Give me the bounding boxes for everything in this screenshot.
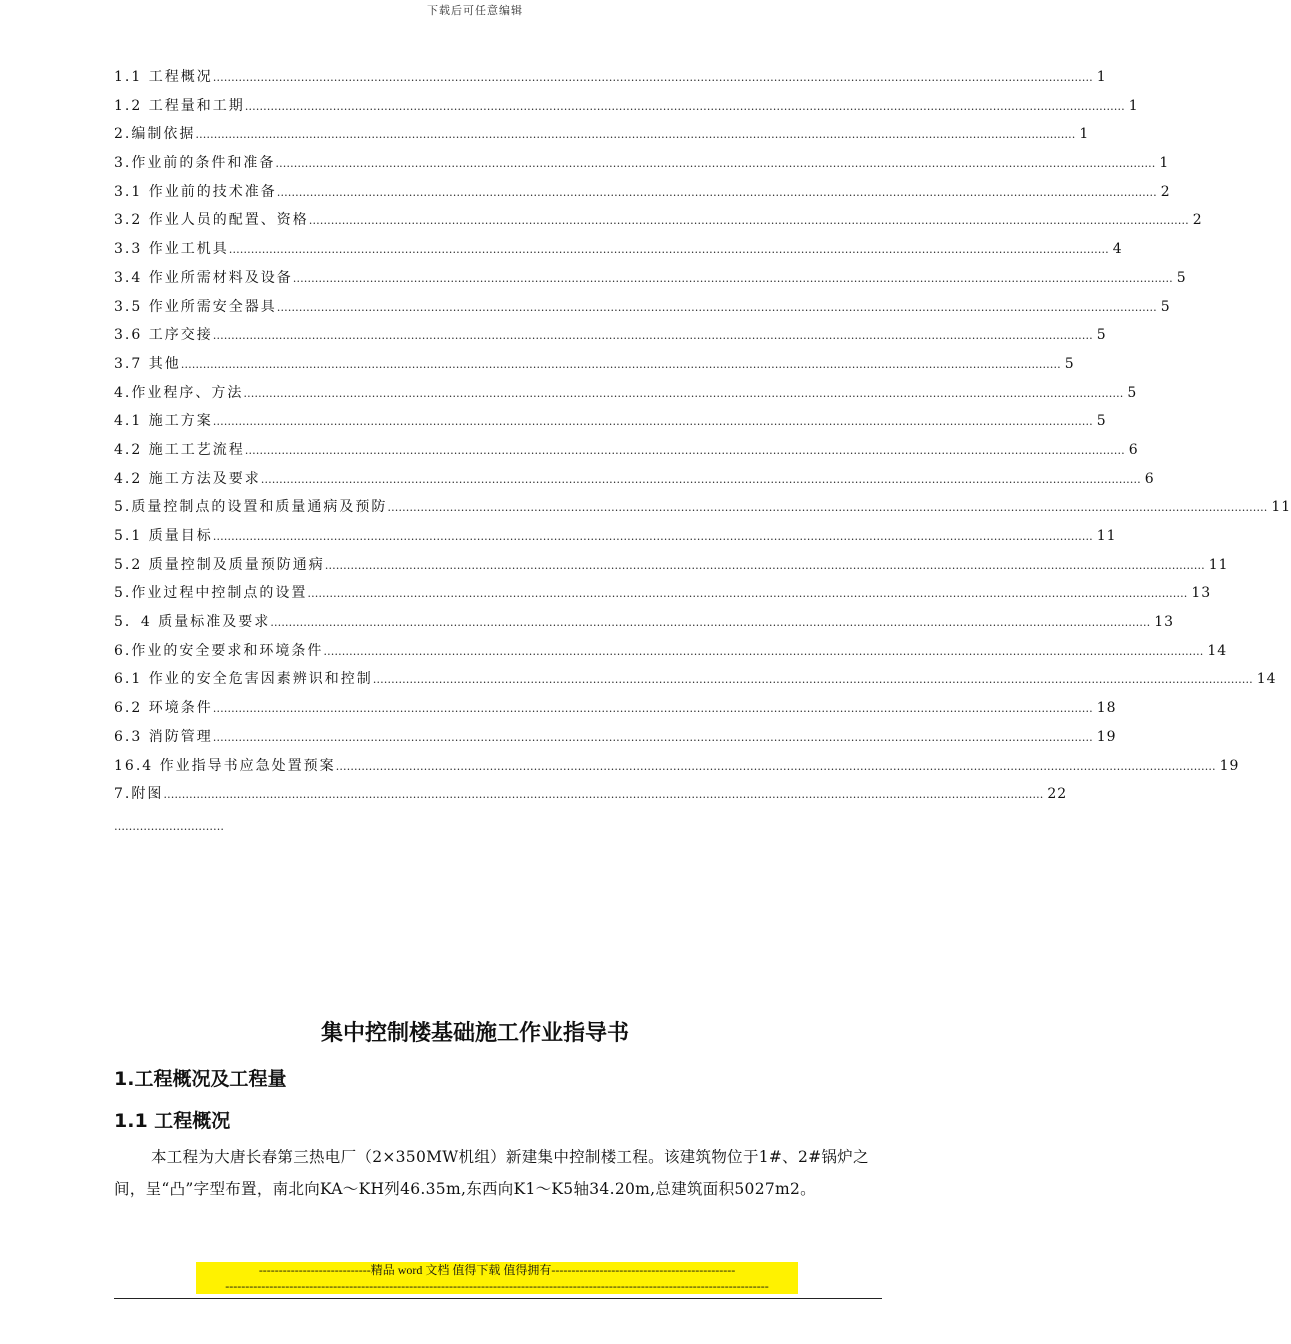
- toc-entry[interactable]: [114, 640, 1228, 669]
- toc-leader-dots: ……………………………………………………………………………………………………………………………………………………………………………………………………………………: [307, 587, 1188, 601]
- toc-leader-dots: ……………………………………………………………………………………………………………………………………………………………………………………………………………………: [228, 243, 1109, 257]
- toc-entry-title: 4.2 施工工艺流程: [114, 441, 245, 458]
- section-heading: 1.工程概况及工程量: [114, 1068, 287, 1090]
- toc-leader-dots: ……………………………………………………………………………………………………………………………………………………………………………………………………………………: [372, 673, 1253, 687]
- footer-banner-line2: ----------------------------------------------------------------------------------------------------------------------------------------: [225, 1279, 769, 1293]
- toc-entry[interactable]: [114, 783, 1068, 812]
- toc-leader-dots: ……………………………………………………………………………………………………………………………………………………………………………………………………………………: [243, 386, 1124, 400]
- toc-leader-dots: ……………………………………………………………………………………………………………………………………………………………………………………………………………………: [260, 472, 1141, 486]
- toc-entry-title: 4.作业程序、方法: [114, 384, 244, 401]
- toc-leader-dots: ……………………………………………………………………………………………………………………………………………………………………………………………………………………: [212, 530, 1093, 543]
- toc-entry-title: 1.1 工程概况: [114, 69, 213, 85]
- toc-entry[interactable]: [114, 697, 1117, 726]
- toc-leader-dots: ……………………………………………………………………………………………………………………………………………………………………………………………………………………: [212, 415, 1093, 429]
- toc-leader-dots: ……………………………………………………………………………………………………………………………………………………………………………………………………………………: [212, 329, 1093, 343]
- body-paragraph: 本工程为大唐长春第三热电厂（2×350MW机组）新建集中控制楼工程。该建筑物位于1#、2#锅炉之间，呈“凸”字型布置，南北向KA～KH列46.35m,东西向K1～K5轴34.20m,总建筑面积5027m2。: [114, 1148, 869, 1198]
- toc-leader-dots: ……………………………………………………………………………………………………………………………………………………………………………………………………………………: [276, 300, 1157, 314]
- toc-entry[interactable]: [114, 66, 1107, 95]
- toc-entry-page: 5: [1160, 298, 1171, 315]
- toc-entry[interactable]: [114, 468, 1155, 497]
- toc-entry[interactable]: [114, 238, 1123, 267]
- toc-entry[interactable]: [114, 611, 1175, 640]
- toc-entry-title: 4.2 施工方法及要求: [114, 470, 261, 487]
- toc-entry-page: 1: [1128, 97, 1139, 114]
- toc-entry[interactable]: [114, 267, 1187, 296]
- toc-entry-title: 1.2 工程量和工期: [114, 97, 245, 114]
- toc-entry-page: 18: [1096, 700, 1117, 717]
- bottom-divider: [114, 1298, 882, 1299]
- toc-entry-title: 6.2 环境条件: [114, 700, 213, 717]
- toc-leader-dots: ……………………………………………………………………………………………………………………………………………………………………………………………………………………: [308, 214, 1189, 228]
- toc-leader-dots: ……………………………………………………………………………………………………………………………………………………………………………………………………………………: [244, 99, 1125, 113]
- toc-leader-dots: ……………………………………………………………………………………………………………………………………………………………………………………………………………………: [163, 788, 1044, 802]
- toc-entry[interactable]: [114, 439, 1139, 468]
- toc-entry-page: 11: [1208, 556, 1229, 573]
- toc-entry[interactable]: [114, 123, 1090, 152]
- toc-entry[interactable]: [114, 152, 1170, 181]
- toc-leader-dots: ……………………………………………………………………………………………………………………………………………………………………………………………………………………: [292, 271, 1173, 285]
- toc-entry[interactable]: [114, 353, 1075, 382]
- toc-entry[interactable]: [114, 525, 1117, 554]
- toc-entry-title: 3.4 作业所需材料及设备: [114, 269, 293, 286]
- toc-entry-title: 6.作业的安全要求和环境条件: [114, 642, 324, 659]
- toc-entry-page: 11: [1271, 499, 1291, 516]
- toc-entry-title: 5.质量控制点的设置和质量通病及预防: [114, 499, 388, 516]
- toc-entry-page: 5: [1096, 413, 1107, 430]
- toc-entry-title: 3.2 作业人员的配置、资格: [114, 212, 309, 229]
- toc-entry-page: 5: [1176, 269, 1187, 286]
- toc-entry-title: 4.1 施工方案: [114, 413, 213, 430]
- toc-leader-dots: ……………………………………………………………………………………………………………………………………………………………………………………………………………………: [323, 644, 1204, 658]
- toc-entry-page: 1: [1159, 155, 1170, 172]
- toc-entry-page: 5: [1096, 327, 1107, 344]
- toc-entry[interactable]: [114, 755, 1240, 784]
- toc-entry-page: 2: [1160, 183, 1171, 200]
- toc-entry-title: 3.3 作业工机具: [114, 241, 229, 258]
- toc-leader-dots: ……………………………………………………………………………………………………………………………………………………………………………………………………………………: [212, 71, 1093, 84]
- toc-entry-page: 14: [1207, 642, 1228, 659]
- toc-entry-page: 6: [1144, 470, 1155, 487]
- toc-entry-title: 3.作业前的条件和准备: [114, 155, 276, 172]
- subsection-heading: 1.1 工程概况: [114, 1110, 231, 1132]
- toc-leader-dots: ……………………………………………………………………………………………………………………………………………………………………………………………………………………: [244, 443, 1125, 457]
- toc-entry-page: 2: [1192, 212, 1203, 229]
- toc-entry-page: 22: [1047, 786, 1068, 803]
- table-of-contents: [114, 66, 1291, 812]
- toc-entry-title: 6.3 消防管理: [114, 728, 213, 745]
- toc-entry-title: 3.5 作业所需安全器具: [114, 298, 277, 315]
- toc-entry[interactable]: [114, 726, 1117, 755]
- toc-entry-title: 16.4 作业指导书应急处置预案: [114, 757, 336, 774]
- toc-leader-dots: ……………………………………………………………………………………………………………………………………………………………………………………………………………………: [387, 501, 1268, 515]
- toc-entry-page: 1: [1096, 69, 1107, 85]
- toc-leader-dots: ……………………………………………………………………………………………………………………………………………………………………………………………………………………: [275, 157, 1156, 171]
- toc-leader-dots: ……………………………………………………………………………………………………………………………………………………………………………………………………………………: [270, 616, 1151, 630]
- toc-entry-title: 2.编制依据: [114, 126, 196, 143]
- toc-leader-dots: ……………………………………………………………………………………………………………………………………………………………………………………………………………………: [276, 185, 1157, 199]
- toc-entry-page: 5: [1064, 355, 1075, 372]
- toc-leader-dots: ……………………………………………………………………………………………………………………………………………………………………………………………………………………: [212, 702, 1093, 716]
- toc-entry-page: 13: [1154, 614, 1175, 631]
- toc-entry-page: 19: [1219, 757, 1240, 774]
- toc-entry-title: 5.2 质量控制及质量预防通病: [114, 556, 325, 573]
- toc-entry-page: 13: [1191, 585, 1212, 602]
- toc-entry[interactable]: [114, 181, 1171, 210]
- toc-entry-page: 19: [1096, 728, 1117, 745]
- toc-entry[interactable]: [114, 95, 1139, 124]
- footer-banner: [196, 1262, 798, 1294]
- toc-leader-dots: ……………………………………………………………………………………………………………………………………………………………………………………………………………………: [212, 730, 1093, 744]
- toc-entry-page: 11: [1096, 528, 1117, 544]
- toc-entry-page: 6: [1128, 441, 1139, 458]
- toc-entry[interactable]: [114, 209, 1203, 238]
- toc-entry[interactable]: [114, 324, 1107, 353]
- toc-entry[interactable]: [114, 496, 1291, 525]
- toc-entry-page: 1: [1079, 126, 1090, 143]
- toc-entry-title: 5．4 质量标准及要求: [114, 614, 271, 631]
- toc-entry[interactable]: [114, 296, 1171, 325]
- header-note: 下载后可任意编辑: [427, 4, 523, 17]
- toc-entry-title: 7.附图: [114, 786, 164, 803]
- toc-entry-title: 3.7 其他: [114, 355, 181, 372]
- toc-entry-title: 5.1 质量目标: [114, 528, 213, 544]
- toc-leader-dots: ……………………………………………………………………………………………………………………………………………………………………………………………………………………: [335, 759, 1216, 773]
- toc-entry[interactable]: [114, 554, 1229, 583]
- toc-entry-page: 4: [1112, 241, 1123, 258]
- toc-entry-page: 5: [1127, 384, 1138, 401]
- footer-banner-line1: ----------------------------精品 word 文档 值得下载 值得拥有----------------------------------------------: [258, 1263, 736, 1277]
- document-title: 集中控制楼基础施工作业指导书: [320, 1021, 629, 1046]
- toc-entry[interactable]: [114, 668, 1277, 697]
- toc-leader-dots: ……………………………………………………………………………………………………………………………………………………………………………………………………………………: [180, 357, 1061, 371]
- toc-entry-title: 3.1 作业前的技术准备: [114, 183, 277, 200]
- toc-entry-title: 6.1 作业的安全危害因素辨识和控制: [114, 671, 373, 688]
- toc-entry[interactable]: [114, 410, 1107, 439]
- toc-entry[interactable]: [114, 382, 1138, 411]
- toc-trailing-dots: …………………………: [114, 820, 224, 833]
- toc-entry[interactable]: [114, 582, 1212, 611]
- toc-leader-dots: ……………………………………………………………………………………………………………………………………………………………………………………………………………………: [324, 558, 1205, 572]
- toc-entry-title: 3.6 工序交接: [114, 327, 213, 344]
- toc-leader-dots: ……………………………………………………………………………………………………………………………………………………………………………………………………………………: [195, 128, 1076, 142]
- toc-entry-page: 14: [1256, 671, 1277, 688]
- toc-entry-title: 5.作业过程中控制点的设置: [114, 585, 308, 602]
